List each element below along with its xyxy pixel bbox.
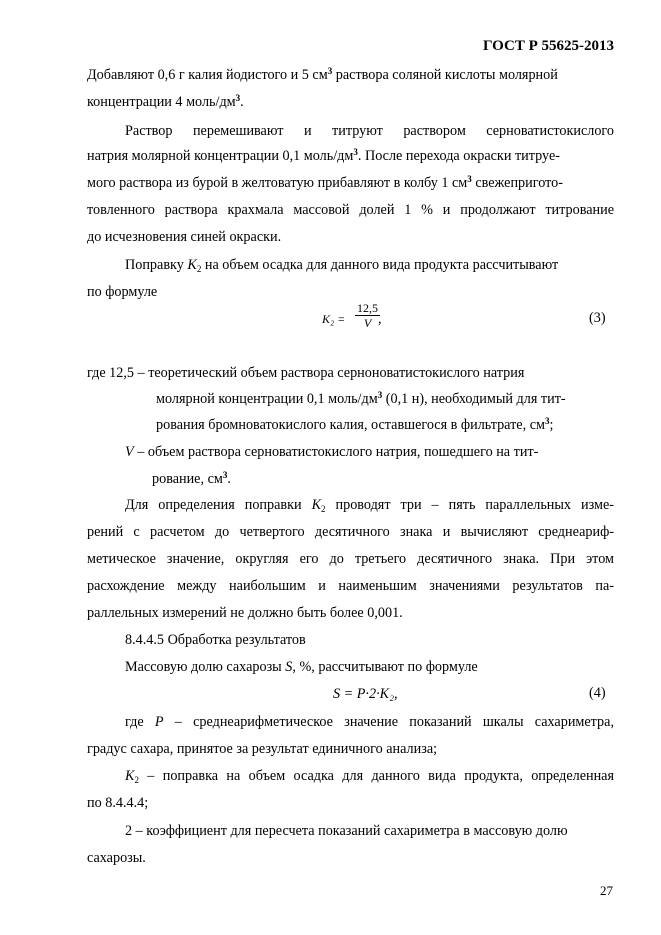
formula-3-lhs: K₂ = bbox=[322, 312, 346, 326]
text-line: рование, $см^3$. bbox=[152, 470, 231, 487]
formula-3-fraction bbox=[355, 301, 380, 330]
text-line: Массовую долю сахарозы S, %, рассчитывают по формуле bbox=[125, 659, 478, 675]
text-line: Добавляют 0,6 г калия йодистого и 5 $см^3$ раствора соляной кислоты молярной bbox=[87, 66, 558, 83]
document-header: ГОСТ Р 55625-2013 bbox=[482, 38, 614, 54]
text-line: Поправку $K_2$ на объем осадка для данного вида продукта рассчитывают bbox=[125, 257, 559, 274]
text-line: натрия молярной концентрации 0,1 моль/$дм^3$. После перехода окраски титруе- bbox=[87, 147, 560, 164]
text-line: молярной концентрации 0,1 моль/$дм^3$ (0,1 н), необходимый для тит- bbox=[156, 390, 566, 407]
text-line: расхождение между наибольшим и наименьшим значениями результатов па- bbox=[87, 578, 614, 594]
text-line: $K_2$ – поправка на объем осадка для данного вида продукта, определенная bbox=[125, 768, 614, 785]
formula-3-denominator: V bbox=[363, 316, 372, 330]
text-line: где 12,5 – теоретический объем раствора серноноватистокислого натрия bbox=[87, 365, 525, 381]
text-line: рования бромноватокислого калия, оставшегося в фильтрате, $см^3$; bbox=[156, 416, 554, 433]
text-line: товленного раствора крахмала массовой долей 1 % и продолжают титрование bbox=[87, 202, 614, 218]
text-line: Для определения поправки $K_2$ проводят три – пять параллельных изме- bbox=[125, 497, 614, 514]
text-line: V – объем раствора серноватистокислого натрия, пошедшего на тит- bbox=[125, 444, 539, 460]
formula-3-comma: , bbox=[378, 311, 382, 327]
text-line: где P – среднеарифметическое значение показаний шкалы сахариметра, bbox=[125, 714, 614, 730]
text-line: Раствор перемешивают и титруют раствором серноватистокислого bbox=[125, 123, 614, 139]
page-number: 27 bbox=[600, 883, 613, 898]
text-line: до исчезновения синей окраски. bbox=[87, 229, 282, 245]
equation-number: (4) bbox=[589, 685, 606, 701]
text-line: мого раствора из бурой в желтоватую прибавляют в колбу 1 $см^3$ свежепригото- bbox=[87, 174, 563, 191]
text-line: по формуле bbox=[87, 284, 158, 300]
text-line: сахарозы. bbox=[87, 850, 146, 866]
text-line: раллельных измерений не должно быть более 0,001. bbox=[87, 605, 403, 621]
formula-3-numerator: 12,5 bbox=[357, 301, 378, 315]
text-line: рений с расчетом до четвертого десятичного знака и вычисляют среднеариф- bbox=[87, 524, 614, 540]
formula-4: S = P·2·K₂, bbox=[333, 686, 398, 702]
text-line: по 8.4.4.4; bbox=[87, 795, 149, 811]
equation-number: (3) bbox=[589, 310, 606, 326]
text-line: концентрации 4 моль/$дм^3$. bbox=[87, 93, 244, 110]
text-line: 2 – коэффициент для пересчета показаний сахариметра в массовую долю bbox=[125, 823, 568, 839]
text-line: метическое значение, округляя его до третьего десятичного знака. При этом bbox=[87, 551, 614, 567]
text-line: градус сахара, принятое за результат единичного анализа; bbox=[87, 741, 438, 757]
section-title: 8.4.4.5 Обработка результатов bbox=[125, 632, 306, 648]
